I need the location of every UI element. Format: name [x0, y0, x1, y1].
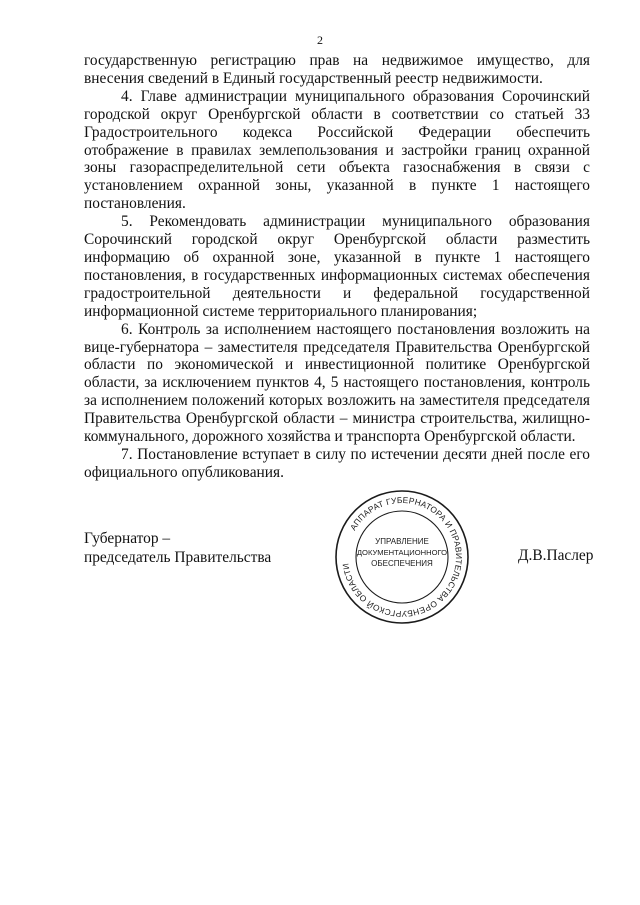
- page-number: 2: [317, 33, 323, 47]
- signatory-title: [84, 529, 324, 567]
- signatory-title-line-2: председатель Правительства: [84, 549, 272, 566]
- signatory-title-line-1: Губернатор –: [84, 530, 171, 547]
- official-stamp: [332, 487, 472, 627]
- signatory-name: Д.В.Паслер: [518, 547, 594, 564]
- stamp-center-line-1: УПРАВЛЕНИЕ: [375, 537, 429, 546]
- stamp-center-line-3: ОБЕСПЕЧЕНИЯ: [371, 559, 433, 568]
- paragraph-item-4: 4. Главе администрации муниципального образования Сорочинский городской округ Оренбургской области в соответствии со статьей 33 Градостроительного кодекса Российской Федерации обеспечить отображение в правилах землепользования и застройки границ охранной зоны газораспределительной сети объекта газоснабжения в связи с установлением охранной зоны, указанной в пункте 1 настоящего постановления.: [84, 87, 590, 213]
- paragraph-continuation: государственную регистрацию прав на недвижимое имущество, для внесения сведений в Единый государственный реестр недвижимости.: [84, 52, 590, 87]
- stamp-inner-ring: [356, 511, 448, 603]
- stamp-center-line-2: ДОКУМЕНТАЦИОННОГО: [356, 548, 448, 557]
- paragraph-item-5: 5. Рекомендовать администрации муниципального образования Сорочинский городской округ Оренбургской области разместить информацию об охранной зоне, указанной в пункте 1 настоящего постановления, в государственных информационных системах обеспечения градостроительной деятельности и федеральной государственной информационной системе территориального планирования;: [84, 213, 590, 320]
- document-body: [84, 52, 590, 482]
- stamp-ring-text: АППАРАТ ГУБЕРНАТОРА И ПРАВИТЕЛЬСТВА ОРЕНБУРГСКОЙ ОБЛАСТИ: [340, 494, 465, 620]
- paragraph-item-6: 6. Контроль за исполнением настоящего постановления возложить на вице-губернатора – заместителя председателя Правительства Оренбургской области по экономической и инвестиционной политике Оренбургской области, за исключением пунктов 4, 5 настоящего постановления, контроль за исполнением положений которых возложить на заместителя председателя Правительства Оренбургской области – министра строительства, жилищно-коммунального, дорожного хозяйства и транспорта Оренбургской области.: [84, 320, 590, 446]
- paragraph-item-7: 7. Постановление вступает в силу по истечении десяти дней после его официального опубликования.: [84, 445, 590, 481]
- stamp-seal-graphic: [332, 487, 472, 627]
